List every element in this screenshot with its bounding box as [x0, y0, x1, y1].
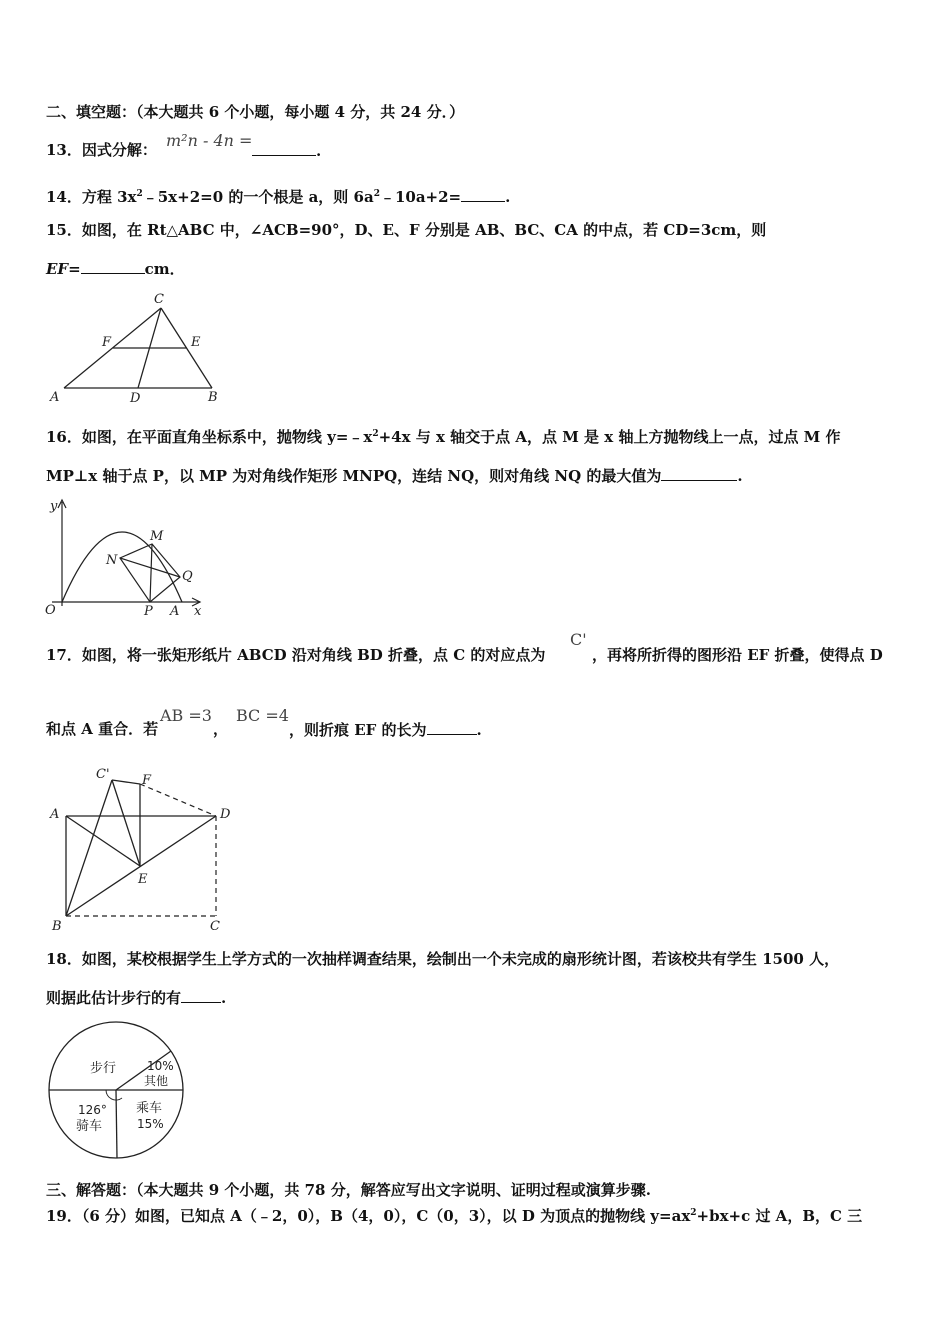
q15-line2: EF= cm． — [46, 260, 185, 278]
q17-label-b: B — [52, 919, 62, 934]
q15-label-b: B — [208, 390, 218, 405]
q16-label-p: P — [144, 604, 153, 616]
q17-ab: AB =3 — [160, 706, 212, 725]
q17-line1a: 17．如图，将一张矩形纸片 ABCD 沿对角线 BD 折叠，点 C 的对应点为 — [46, 646, 546, 664]
q17-label-c: C — [210, 919, 220, 934]
q13-answer: . — [252, 140, 321, 161]
section2-title: 二、填空题：（本大题共 6 个小题，每小题 4 分，共 24 分．） — [46, 103, 465, 121]
q14-blank[interactable] — [461, 186, 505, 202]
q17-bc: BC =4 — [236, 706, 289, 725]
q14: 14．方程 $3x^2﹣5x+2=0$ 的一个根是 a，则 $6a^2﹣10a+2=$ . — [46, 188, 511, 206]
q17-fold-figure — [44, 762, 244, 936]
q16-label-m: M — [150, 529, 164, 544]
q15-triangle-figure — [46, 288, 226, 406]
q17-comma: ， — [213, 720, 229, 738]
q16-label-y: y — [50, 499, 58, 514]
q17-label-d: D — [220, 807, 231, 822]
q15-label-d: D — [130, 391, 141, 406]
pie-label-ride-deg: 126° — [78, 1103, 107, 1117]
pie-label-walk: 步行 — [90, 1061, 117, 1076]
pie-label-ride: 骑车 — [76, 1119, 103, 1134]
q17-line1b: ，再将所折得的图形沿 EF 折叠，使得点 D — [592, 646, 883, 664]
q18-pie-chart — [44, 1018, 194, 1166]
q17-label-e: E — [138, 872, 148, 887]
q16-parabola-figure — [42, 494, 212, 616]
q15-label-e: E — [191, 335, 201, 350]
q15-line1: 15．如图，在 Rt△ABC 中，∠ACB=90°，D、E、F 分别是 AB、BC、CA 的中点，若 CD=3cm，则 — [46, 221, 767, 239]
pie-label-bus-pct: 15% — [137, 1117, 164, 1131]
q13 — [46, 140, 157, 160]
q16-label-o: O — [45, 603, 56, 616]
q17-cprime: C' — [570, 630, 587, 649]
q17-blank[interactable] — [427, 719, 477, 735]
q16-line1: 16．如图，在平面直角坐标系中，抛物线 $y=﹣x^2+4x$ 与 x 轴交于点 A，点 M 是 x 轴上方抛物线上一点，过点 M 作 — [46, 428, 841, 446]
q15-label-c: C — [154, 292, 164, 307]
pie-label-bus: 乘车 — [136, 1101, 163, 1116]
q18-blank[interactable] — [181, 987, 221, 1003]
q13-blank[interactable] — [252, 140, 316, 156]
q18-line2: 则据此估计步行的有 . — [46, 989, 227, 1007]
q15-blank[interactable] — [81, 258, 145, 274]
q17-label-cprime: C' — [96, 767, 110, 782]
q15-label-f: F — [102, 335, 112, 350]
q19: 19．（6 分）如图，已知点 A（﹣2，0），B（4，0），C（0，3），以 D 为顶点的抛物线 $y=ax^2+bx+c$ 过 A，B，C 三 — [46, 1207, 863, 1225]
q17-line2a: 和点 A 重合．若 — [46, 720, 159, 738]
q16-label-x: x — [194, 604, 202, 616]
q18-line1: 18．如图，某校根据学生上学方式的一次抽样调查结果，绘制出一个未完成的扇形统计图，若该校共有学生 1500 人， — [46, 950, 840, 968]
q17-line2b: ，则折痕 EF 的长为 . — [289, 721, 482, 739]
q16-label-n: N — [106, 553, 118, 568]
pie-label-other-pct: 10% — [147, 1059, 174, 1073]
pie-label-other: 其他 — [144, 1074, 169, 1088]
q16-line2: MP⊥x 轴于点 P，以 MP 为对角线作矩形 MNPQ，连结 NQ，则对角线 NQ 的最大值为 . — [46, 467, 743, 485]
q13-expression: m²n - 4n = — [166, 131, 253, 150]
q17-label-a: A — [50, 807, 60, 822]
q13-prefix: 13．因式分解： — [46, 141, 157, 159]
q16-blank[interactable] — [661, 465, 737, 481]
q16-label-a: A — [170, 604, 180, 616]
q15-label-a: A — [50, 390, 60, 405]
q16-label-q: Q — [182, 569, 193, 584]
section3-title: 三、解答题：（本大题共 9 个小题，共 78 分，解答应写出文字说明、证明过程或演算步骤. — [46, 1181, 651, 1199]
q17-label-f: F — [142, 773, 152, 788]
